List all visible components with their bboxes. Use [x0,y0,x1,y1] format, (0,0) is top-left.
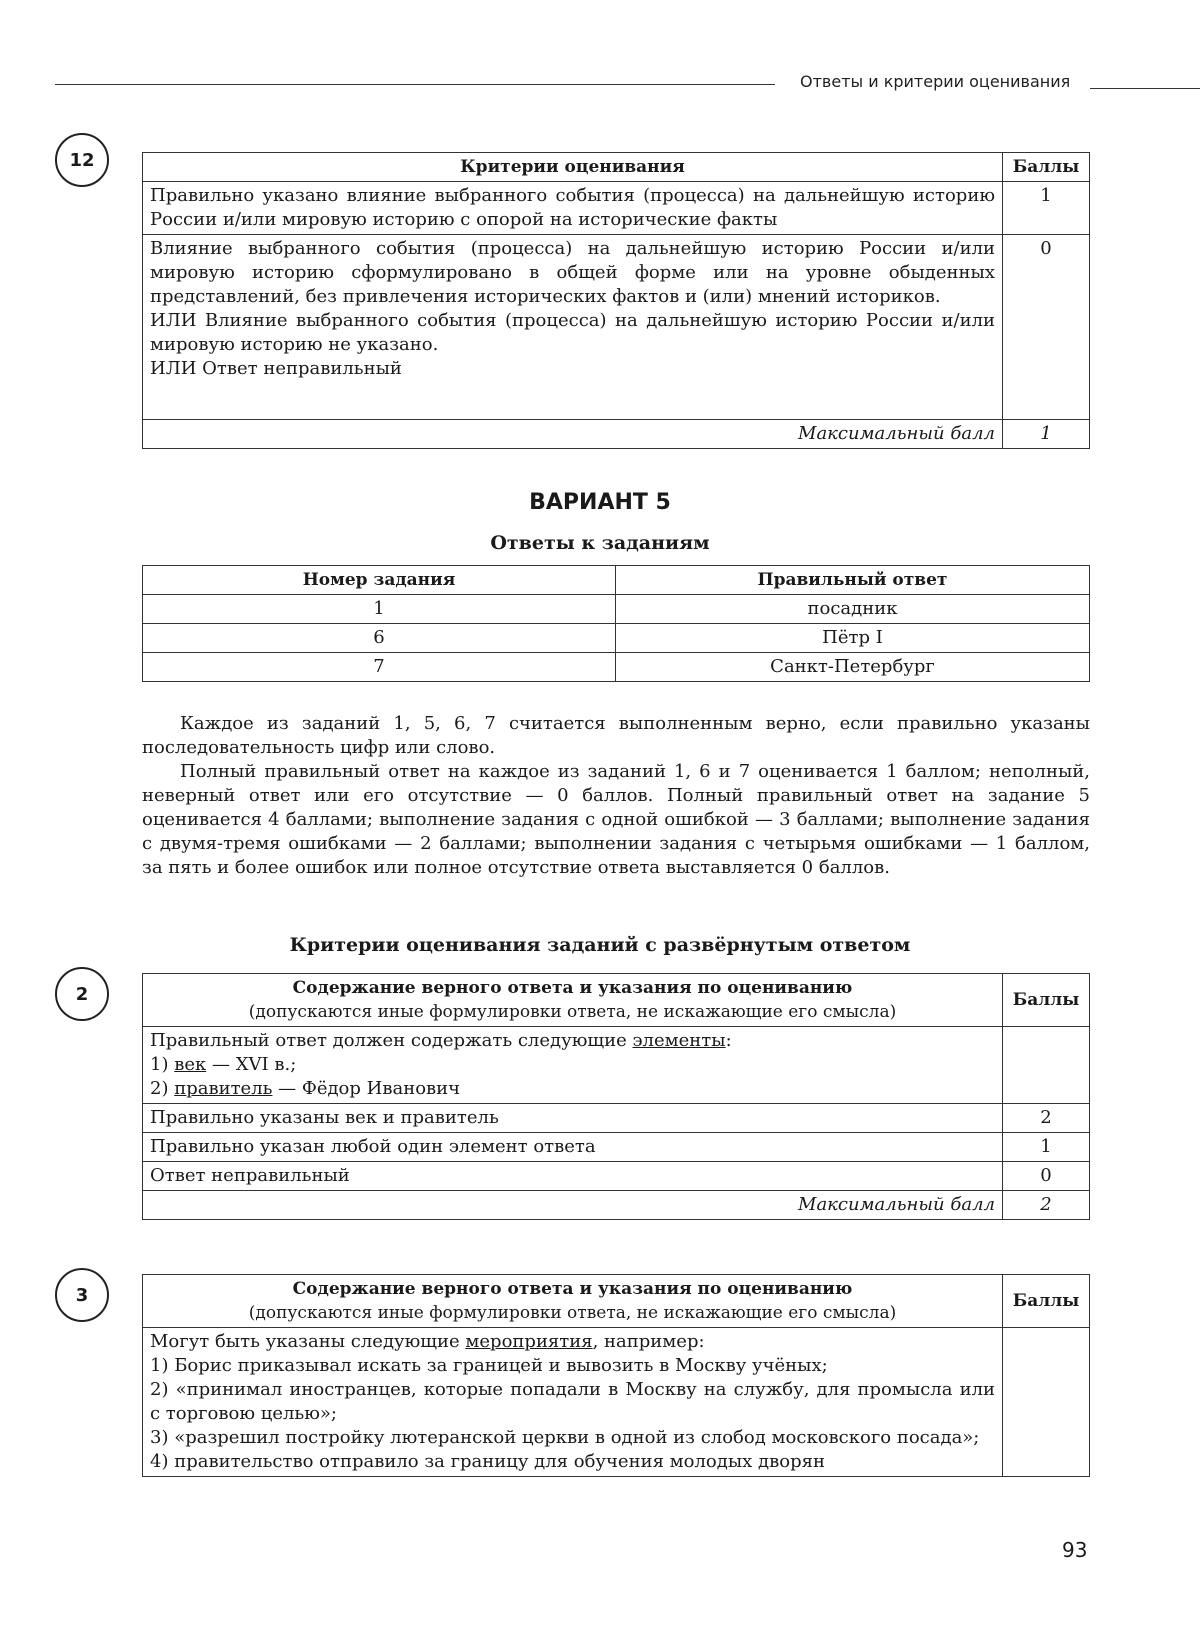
task-number-column-header: Номер задания [143,566,616,595]
table-row [143,1328,1090,1477]
measures-cell [143,1328,1003,1477]
criteria-cell: Правильно указано влияние выбранного события (процесса) на дальнейшую историю России и/или мировую историю с опорой на исторические факты [143,182,1003,235]
paragraph: Каждое из заданий 1, 5, 6, 7 считается выполненным верно, если правильно указаны последовательность цифр или слово. [142,713,1090,758]
task-number-cell: 7 [143,653,616,682]
paragraph: Полный правильный ответ на каждое из заданий 1, 6 и 7 оценивается 1 баллом; неполный, неверный ответ или его отсутствие — 0 баллов. Полный правильный ответ на задание 5 оценивается 4 баллами; выполнение задания с одной ошибкой — 3 баллами; выполнение задания с двумя-тремя ошибками — 2 баллами; выполнении задания с четырьмя ошибками — 1 баллом, за пять и более ошибок или полное отсутствие ответа выставляется 0 баллов. [142,761,1090,878]
criteria-cell [143,235,1003,420]
points-cell: 0 [1003,235,1090,420]
criteria-line: Влияние выбранного события (процесса) на дальнейшую историю России и/или мировую историю сформулировано в общей форме или на уровне обыденных представлений, без привлечения исторических фактов и (или) мнений историков. [150,238,995,307]
points-column-header: Баллы [1003,1275,1090,1328]
points-cell [1003,1027,1090,1104]
task-number-2: 2 [55,967,109,1021]
answer-cell: Пётр I [616,624,1090,653]
extended-answers-title: Критерии оценивания заданий с развёрнутым ответом [289,934,911,956]
answer-element [150,1053,995,1077]
table-header-row [143,566,1090,595]
points-cell: 1 [1003,182,1090,235]
intro-prefix: Могут быть указаны следующие [150,1331,466,1352]
content-header-title: Содержание верного ответа и указания по оцениванию [292,978,853,998]
task-number-cell: 1 [143,595,616,624]
content-header-subtitle: (допускаются иные формулировки ответа, не искажающие его смысла) [248,1002,897,1022]
intro-prefix: Правильный ответ должен содержать следующие [150,1030,633,1051]
intro-suffix: , например: [592,1331,705,1352]
task-number-12: 12 [55,133,109,187]
table-row [143,1027,1090,1104]
task-number-cell: 6 [143,624,616,653]
page-number: 93 [1062,1538,1088,1562]
criteria-cell: Ответ неправильный [143,1162,1003,1191]
answer-cell: Санкт-Петербург [616,653,1090,682]
header-title: Ответы и критерии оценивания [800,72,1071,91]
table-row [143,1133,1090,1162]
measure-item: 2) «принимал иностранцев, которые попадали в Москву на службу, для промысла или с торговою целью»; [150,1379,995,1424]
answer-elements-cell [143,1027,1003,1104]
item-prefix: 1) [150,1054,175,1075]
measure-item: 4) правительство отправило за границу для обучения молодых дворян [150,1451,825,1472]
task-number-3: 3 [55,1268,109,1322]
intro-suffix: : [725,1030,732,1051]
answer-column-header: Правильный ответ [616,566,1090,595]
max-score-value: 2 [1003,1191,1090,1220]
intro-link: элементы [632,1030,726,1051]
answer-cell: посадник [616,595,1090,624]
scoring-text [142,712,1090,880]
item-term: век [174,1054,207,1075]
task12-criteria-table [142,152,1090,449]
points-column-header: Баллы [1003,153,1090,182]
max-score-value: 1 [1003,420,1090,449]
table-header-row [143,974,1090,1027]
header-rule-left [55,84,775,85]
variant-title: ВАРИАНТ 5 [529,490,671,515]
measure-item: 1) Борис приказывал искать за границей и вывозить в Москву учёных; [150,1355,828,1376]
measures-intro [150,1330,995,1354]
criteria-line: ИЛИ Влияние выбранного события (процесса) на дальнейшую историю России и/или мировую историю не указано. [150,310,995,355]
intro-link: мероприятия [465,1331,593,1352]
header-rule-right [1090,88,1200,89]
answer-intro [150,1029,995,1053]
max-score-label: Максимальный балл [143,1191,1003,1220]
table-row [143,182,1090,235]
criteria-cell: Правильно указаны век и правитель [143,1104,1003,1133]
item-rest: — XVI в.; [206,1054,297,1075]
max-score-row [143,1191,1090,1220]
points-cell: 0 [1003,1162,1090,1191]
max-score-label: Максимальный балл [143,420,1003,449]
content-column-header [143,974,1003,1027]
task2-criteria-table [142,973,1090,1220]
criteria-column-header: Критерии оценивания [143,153,1003,182]
table-row [143,1104,1090,1133]
table-header-row [143,153,1090,182]
item-term: правитель [174,1078,273,1099]
item-rest: — Фёдор Иванович [272,1078,461,1099]
content-header-subtitle: (допускаются иные формулировки ответа, не искажающие его смысла) [248,1303,897,1323]
table-row [143,235,1090,420]
points-cell [1003,1328,1090,1477]
table-row [143,624,1090,653]
points-cell: 1 [1003,1133,1090,1162]
answers-table [142,565,1090,682]
content-header-title: Содержание верного ответа и указания по оцениванию [292,1279,853,1299]
answers-title: Ответы к заданиям [490,532,710,554]
table-row [143,595,1090,624]
item-prefix: 2) [150,1078,175,1099]
task3-criteria-table [142,1274,1090,1477]
table-row [143,653,1090,682]
max-score-row [143,420,1090,449]
criteria-line: ИЛИ Ответ неправильный [150,358,402,379]
answer-element [150,1077,995,1101]
criteria-cell: Правильно указан любой один элемент ответа [143,1133,1003,1162]
points-column-header: Баллы [1003,974,1090,1027]
table-row [143,1162,1090,1191]
points-cell: 2 [1003,1104,1090,1133]
content-column-header [143,1275,1003,1328]
measure-item: 3) «разрешил постройку лютеранской церкви в одной из слобод московского посада»; [150,1427,980,1448]
table-header-row [143,1275,1090,1328]
